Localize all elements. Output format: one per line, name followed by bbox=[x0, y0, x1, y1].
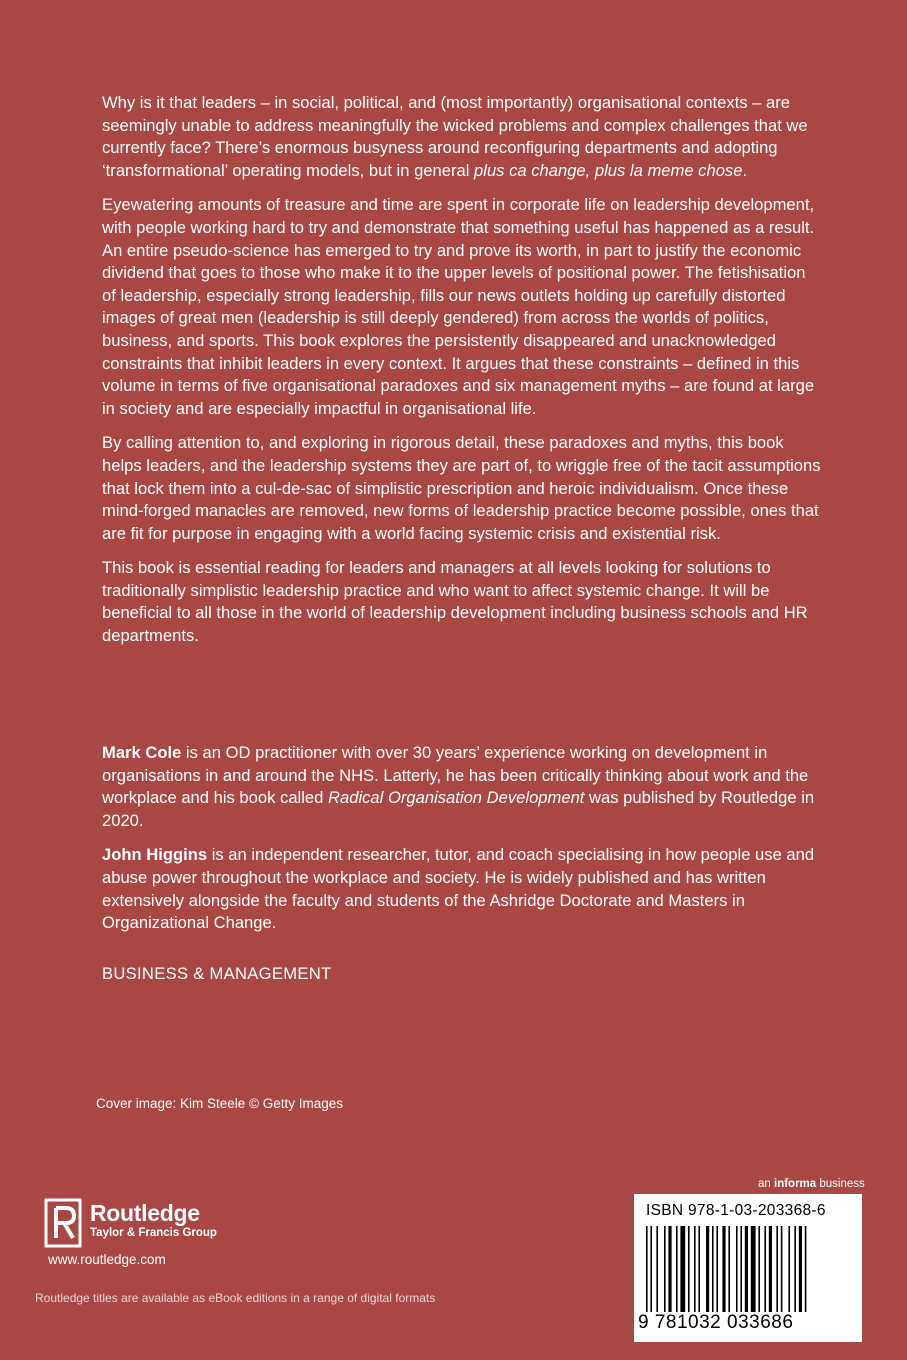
publisher-website[interactable]: www.routledge.com bbox=[48, 1252, 166, 1267]
publisher-logo bbox=[44, 1198, 217, 1248]
barcode-bar bbox=[788, 1226, 790, 1312]
barcode-bar bbox=[716, 1226, 718, 1312]
barcode-bar bbox=[799, 1226, 802, 1312]
author-1-name: Mark Cole bbox=[102, 743, 182, 762]
barcode-bar bbox=[698, 1226, 700, 1312]
subject-category: BUSINESS & MANAGEMENT bbox=[102, 964, 332, 983]
barcode-bar bbox=[758, 1226, 760, 1312]
publisher-name: Routledge bbox=[90, 1200, 200, 1226]
author-bio-1 bbox=[102, 742, 822, 832]
barcode-bar bbox=[646, 1226, 648, 1312]
blurb-paragraph-3: By calling attention to, and exploring in rigorous detail, these paradoxes and myths, this book helps leaders, and the leadership systems they are part of, to wriggle free of the tacit assumptions that lock them into a cul-de-sac of simplistic prescription and heroic individualism. Once these mind-forged manacles are removed, new forms of leadership practice become possible, ones that are fit for purpose in engaging with a world facing systemic crisis and existential risk. bbox=[102, 433, 821, 543]
back-cover-blurb bbox=[102, 92, 822, 660]
informa-business-label bbox=[758, 1178, 865, 1190]
blurb-paragraph-1 bbox=[102, 92, 822, 182]
author-1-text-a: is an OD practitioner with over 30 years’ experience working on development in organisations in and around the NHS. Latterly, he has been critically thinking about work and the workplace and his book called bbox=[102, 743, 809, 808]
routledge-logo-icon bbox=[44, 1198, 82, 1248]
barcode-bar bbox=[751, 1226, 756, 1312]
informa-prefix: an bbox=[758, 1178, 774, 1190]
blurb-paragraph-4: This book is essential reading for leaders and managers at all levels looking for solutions to traditionally simplistic leadership practice and who want to affect systemic change. It will be beneficial to all those in the world of leadership development including business schools and HR departments. bbox=[102, 558, 808, 646]
barcode-bar bbox=[764, 1226, 766, 1312]
blurb-p1-italic: plus ca change, plus la meme chose bbox=[474, 160, 743, 180]
barcode-bar bbox=[776, 1226, 778, 1312]
barcode-bar bbox=[745, 1226, 748, 1312]
barcode-bar bbox=[736, 1226, 738, 1312]
barcode-bar bbox=[694, 1226, 696, 1312]
barcode-bar bbox=[680, 1226, 685, 1312]
blurb-p1-end: . bbox=[742, 160, 748, 180]
blurb-paragraph-2: Eyewatering amounts of treasure and time are spent in corporate life on leadership development, with people working hard to try and demonstrate that something useful has happened as a result. An entire pseudo-science has emerged to try and prove its worth, in part to justify the economic dividend that goes to those who make it to the upper levels of positional power. The fetishisation of leadership, especially strong leadership, fills our news outlets holding up carefully distorted images of great men (leadership is still deeply gendered) from across the worlds of politics, business, and sports. This book explores the persistently disappeared and unacknowledged constraints that inhibit leaders in every context. It argues that these constraints – defined in this volume in terms of five organisational paradoxes and six management myths – are found at large in society and are especially impactful in organisational life. bbox=[102, 195, 815, 418]
barcode-bar bbox=[740, 1226, 742, 1312]
barcode-bar bbox=[664, 1226, 666, 1312]
barcode-bar bbox=[769, 1226, 772, 1312]
barcode-digits: 9 781032 033686 bbox=[638, 1312, 794, 1333]
barcode-bar bbox=[728, 1226, 730, 1312]
barcode-bar bbox=[688, 1226, 690, 1312]
barcode-bar bbox=[656, 1226, 658, 1312]
author-2-name: John Higgins bbox=[102, 845, 208, 865]
informa-brand: informa bbox=[774, 1178, 817, 1190]
isbn-label: ISBN 978-1-03-203368-6 bbox=[646, 1202, 826, 1219]
author-1-text-b: was published by Routledge in 2020. bbox=[102, 788, 815, 830]
isbn-barcode-panel bbox=[634, 1194, 862, 1342]
author-bios bbox=[102, 742, 822, 947]
ebook-note: Routledge titles are available as eBook editions in a range of digital formats bbox=[35, 1291, 436, 1305]
barcode-bar bbox=[676, 1226, 678, 1312]
barcode-bar bbox=[668, 1226, 671, 1312]
author-bio-2 bbox=[102, 844, 822, 934]
cover-credit: Cover image: Kim Steele © Getty Images bbox=[96, 1096, 344, 1111]
barcode-bar bbox=[722, 1226, 725, 1312]
barcode-graphic bbox=[646, 1226, 852, 1312]
barcode-bar bbox=[781, 1226, 783, 1312]
barcode-bar bbox=[706, 1226, 709, 1312]
barcode-bar bbox=[794, 1226, 796, 1312]
author-1-book-title: Radical Organisation Development bbox=[328, 788, 585, 808]
barcode-bar bbox=[650, 1226, 652, 1312]
publisher-group: Taylor & Francis Group bbox=[90, 1227, 217, 1239]
barcode-bar bbox=[805, 1226, 807, 1312]
author-2-text: is an independent researcher, tutor, and coach specialising in how people use and abuse power throughout the workplace and society. He is widely published and has written extensively alongside the faculty and students of the Ashridge Doctorate and Masters in Organizational Change. bbox=[102, 845, 815, 933]
blurb-p1-text: Why is it that leaders – in social, political, and (most importantly) organisational contexts – are seemingly unable to address meaningfully the wicked problems and complex challenges that we currently face? There’s enormous busyness around reconfiguring departments and adopting ‘transformational’ operating models, but in general bbox=[102, 93, 808, 180]
barcode-bar bbox=[712, 1226, 714, 1312]
informa-suffix: business bbox=[816, 1178, 865, 1190]
